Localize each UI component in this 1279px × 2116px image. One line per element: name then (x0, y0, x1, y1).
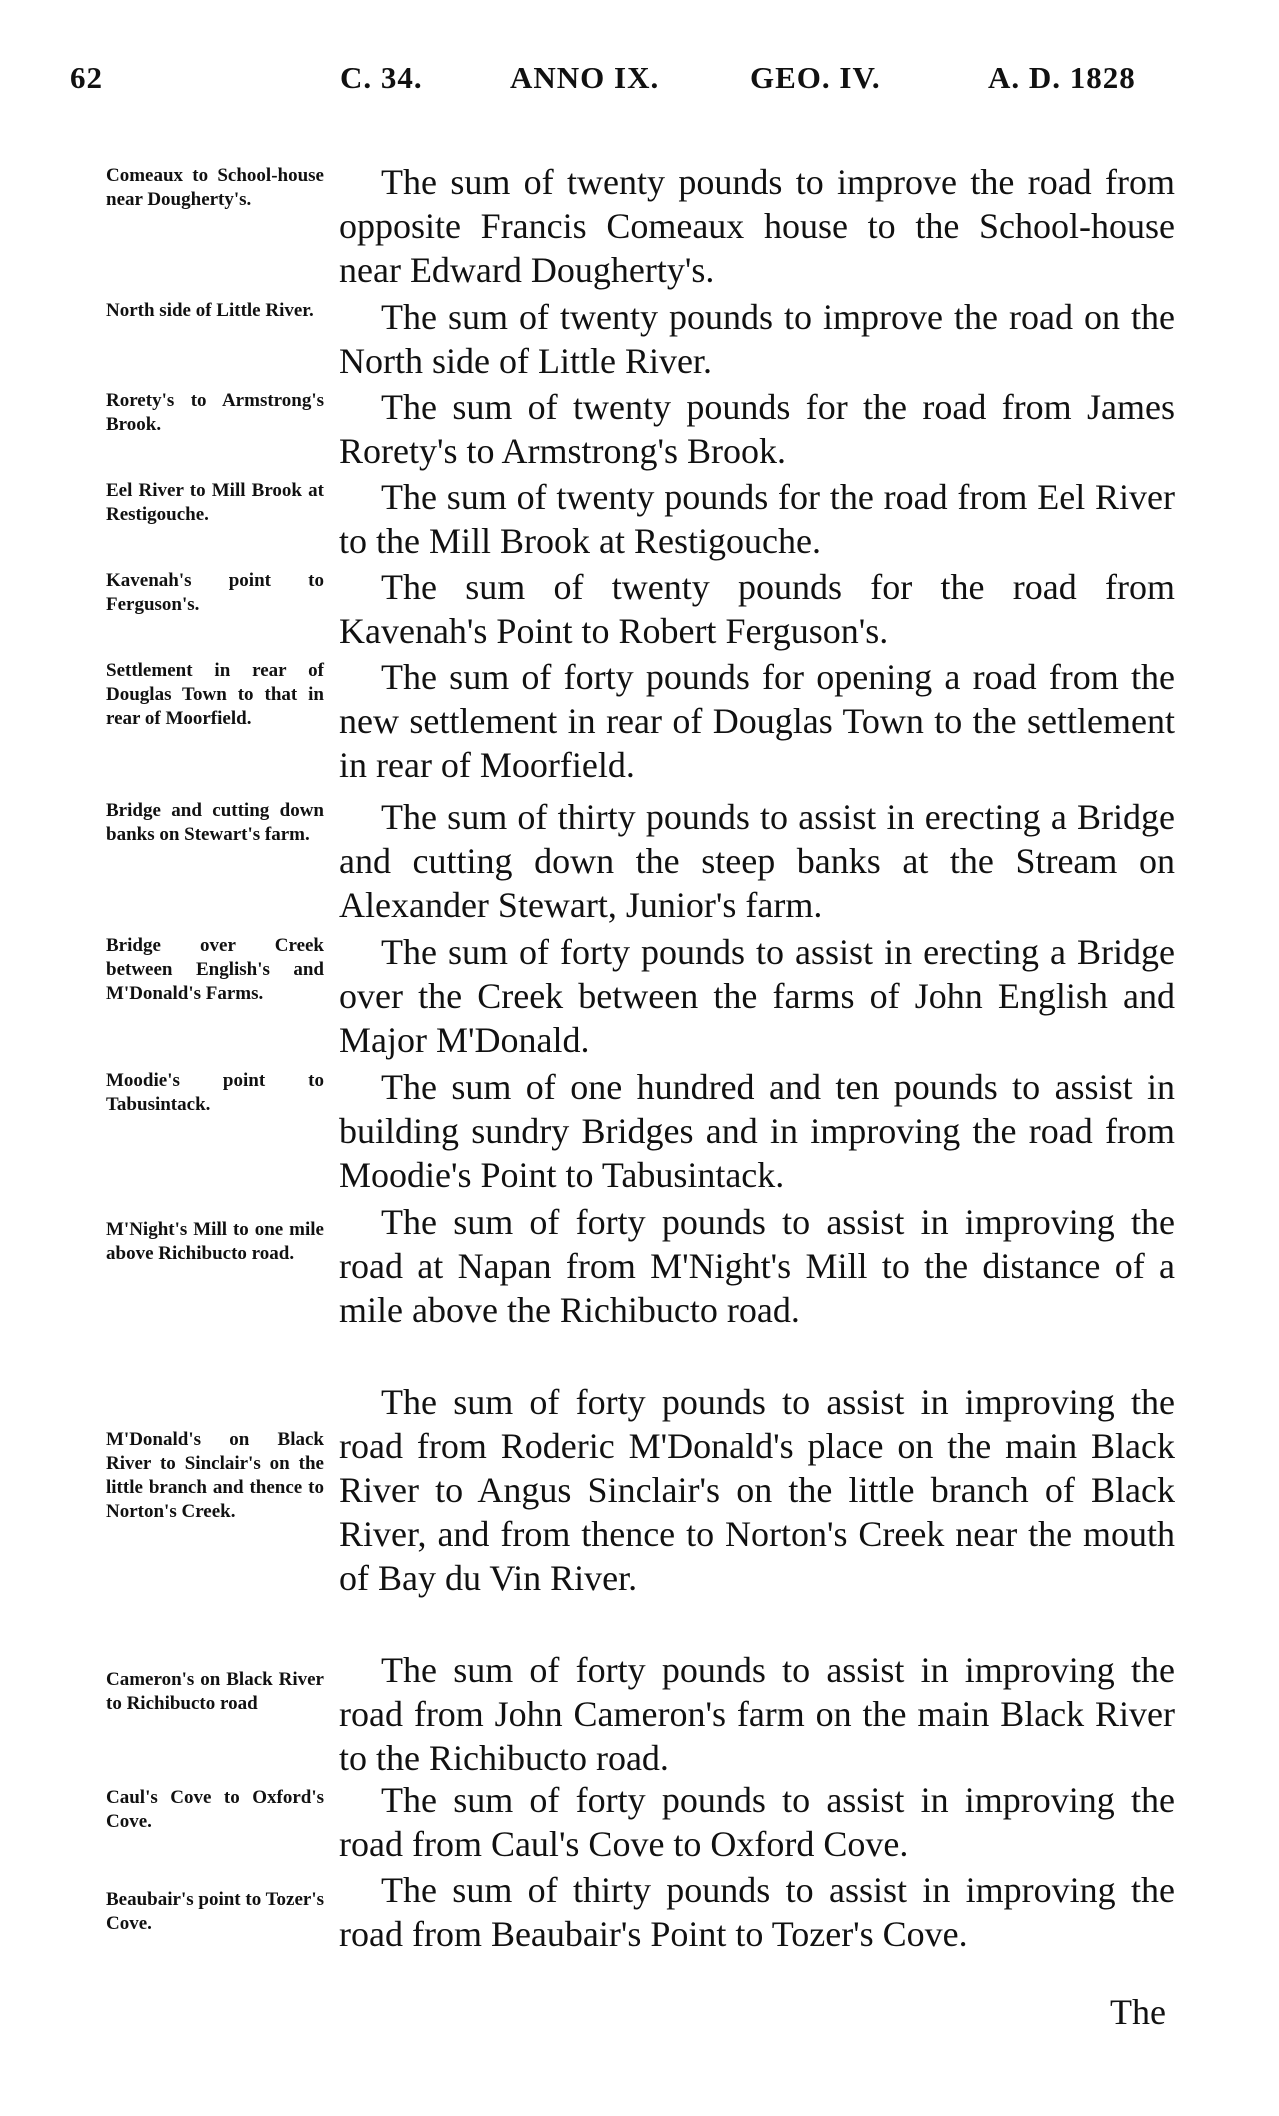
entry-text: The sum of twenty pounds for the road from Eel River to the Mill Brook at Restigouche. (339, 477, 1175, 561)
entry-text: The sum of twenty pounds for the road from Kavenah's Point to Robert Ferguson's. (339, 567, 1175, 651)
entry-text: The sum of twenty pounds to improve the road on the North side of Little River. (339, 297, 1175, 381)
margin-note: Caul's Cove to Oxford's Cove. (106, 1787, 324, 1832)
entry-text: The sum of forty pounds for opening a road from the new settlement in rear of Douglas Town to the settlement in rear of Moorfield. (339, 657, 1175, 785)
margin-note: Bridge over Creek between English's and M'Donald's Farms. (106, 935, 324, 1004)
catchword: The (1110, 1992, 1166, 2032)
entry-text: The sum of forty pounds to assist in erecting a Bridge over the Creek between the farms of John English and Major M'Donald. (339, 932, 1175, 1060)
margin-note: Cameron's on Black River to Richibucto road (106, 1669, 324, 1714)
anno-label: ANNO IX. (510, 60, 660, 95)
chapter-number: C. 34. (340, 60, 423, 95)
reign-label: GEO. IV. (750, 60, 881, 95)
margin-note: Moodie's point to Tabusintack. (106, 1070, 324, 1115)
entry-text: The sum of forty pounds to assist in improving the road from John Cameron's farm on the main Black River to the Richibucto road. (339, 1650, 1175, 1778)
entry-text: The sum of thirty pounds to assist in improving the road from Beaubair's Point to Tozer's Cove. (339, 1870, 1175, 1954)
margin-note: Settlement in rear of Douglas Town to that in rear of Moorfield. (106, 660, 324, 729)
margin-note: M'Night's Mill to one mile above Richibucto road. (106, 1219, 324, 1264)
running-header (0, 60, 1279, 100)
entry-text: The sum of twenty pounds for the road from James Rorety's to Armstrong's Brook. (339, 387, 1175, 471)
entry-text: The sum of forty pounds to assist in improving the road from Roderic M'Donald's place on the main Black River to Angus Sinclair's on the little branch of Black River, and from thence to Norton's Creek near the mouth of Bay du Vin River. (339, 1382, 1175, 1598)
margin-note: Beaubair's point to Tozer's Cove. (106, 1889, 324, 1934)
margin-note: Eel River to Mill Brook at Restigouche. (106, 480, 324, 525)
page-number: 62 (70, 60, 103, 95)
margin-note: Bridge and cutting down banks on Stewart's farm. (106, 800, 324, 845)
entry-text: The sum of twenty pounds to improve the road from opposite Francis Comeaux house to the School-house near Edward Dougherty's. (339, 162, 1175, 290)
margin-note: Comeaux to School-house near Dougherty's. (106, 165, 324, 210)
entry-text: The sum of forty pounds to assist in improving the road from Caul's Cove to Oxford Cove. (339, 1780, 1175, 1864)
entry-text: The sum of one hundred and ten pounds to assist in building sundry Bridges and in improving the road from Moodie's Point to Tabusintack. (339, 1067, 1175, 1195)
margin-note: Rorety's to Armstrong's Brook. (106, 390, 324, 435)
margin-note: Kavenah's point to Ferguson's. (106, 570, 324, 615)
entry-text: The sum of thirty pounds to assist in erecting a Bridge and cutting down the steep banks at the Stream on Alexander Stewart, Junior's farm. (339, 797, 1175, 925)
entry-text: The sum of forty pounds to assist in improving the road at Napan from M'Night's Mill to the distance of a mile above the Richibucto road. (339, 1202, 1175, 1330)
margin-note: M'Donald's on Black River to Sinclair's on the little branch and thence to Norton's Creek. (106, 1429, 324, 1522)
margin-note: North side of Little River. (106, 300, 314, 321)
year-label: A. D. 1828 (988, 60, 1136, 95)
